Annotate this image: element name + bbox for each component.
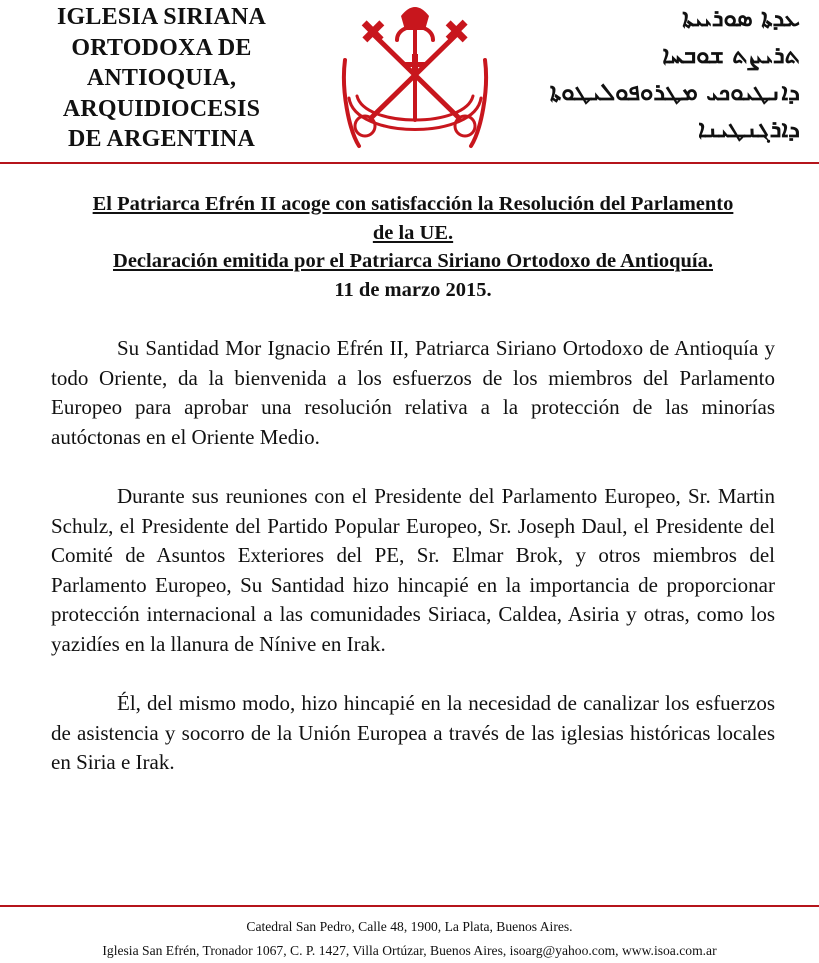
footer	[0, 915, 819, 963]
org-line: ORTODOXA DE	[71, 34, 252, 61]
title-line: El Patriarca Efrén II acoge con satisfacción la Resolución del Parlamento	[92, 193, 734, 215]
org-line: ANTIOQUIA,	[86, 65, 237, 91]
footer-contact: Iglesia San Efrén, Tronador 1067, C. P. 1427, Villa Ortúzar, Buenos Aires, isoarg@yahoo.com, www.isoa.com.ar	[102, 943, 717, 958]
church-emblem-icon	[335, 0, 495, 156]
syriac-line: ܥܕܬܐ ܣܘܪܝܝܬܐ	[682, 4, 800, 32]
paragraph: Su Santidad Mor Ignacio Efrén II, Patriarca Siriano Ortodoxo de Antioquía y todo Oriente, da la bienvenida a los esfuerzos de los miembros del Parlamento Europeo para aprobar una resolución relativa a la protección de las minorías autóctonas en el Oriente Medio.	[51, 336, 775, 449]
org-line: IGLESIA SIRIANA	[56, 4, 267, 30]
paragraph: Durante sus reuniones con el Presidente del Parlamento Europeo, Sr. Martin Schulz, el Presidente del Partido Popular Europeo, Sr. Joseph Daul, el Presidente del Comité de Asuntos Exteriores del PE, Sr. Elmar Brok, y otros miembros del Parlamento Europeo, Su Santidad hizo hincapié en la importancia de proporcionar protección internacional a las comunidades Siriaca, Caldea, Asiria y otras, como los yazidíes en la llanura de Nínive en Irak.	[51, 484, 775, 656]
org-line: DE ARGENTINA	[67, 126, 256, 152]
footer-divider	[0, 905, 819, 907]
syriac-line: ܬܪܝܨܬ ܫܘܒܚܐ	[662, 41, 800, 69]
header-divider	[0, 162, 819, 164]
syriac-name	[530, 0, 800, 148]
syriac-line: ܕܐܪܓܢܛܝܢܐ	[698, 115, 800, 143]
subtitle-line: Declaración emitida por el Patriarca Siriano Ortodoxo de Antioquía.	[113, 250, 713, 272]
title-line: de la UE.	[372, 221, 454, 244]
document-body	[51, 334, 775, 808]
organization-name	[34, 2, 289, 155]
org-line: ARQUIDIOCESIS	[62, 95, 261, 122]
footer-address: Catedral San Pedro, Calle 48, 1900, La Plata, Buenos Aires.	[246, 919, 573, 934]
document-title	[40, 190, 786, 304]
syriac-line: ܕܐܢܛܝܘܟܝ ܡܛܪܘܦܘܠܝܛܘܬܐ	[549, 78, 800, 106]
paragraph: Él, del mismo modo, hizo hincapié en la necesidad de canalizar los esfuerzos de asistencia y socorro de la Unión Europea a través de las iglesias históricas locales en Siria e Irak.	[51, 691, 775, 774]
document-date: 11 de marzo 2015.	[334, 278, 492, 301]
